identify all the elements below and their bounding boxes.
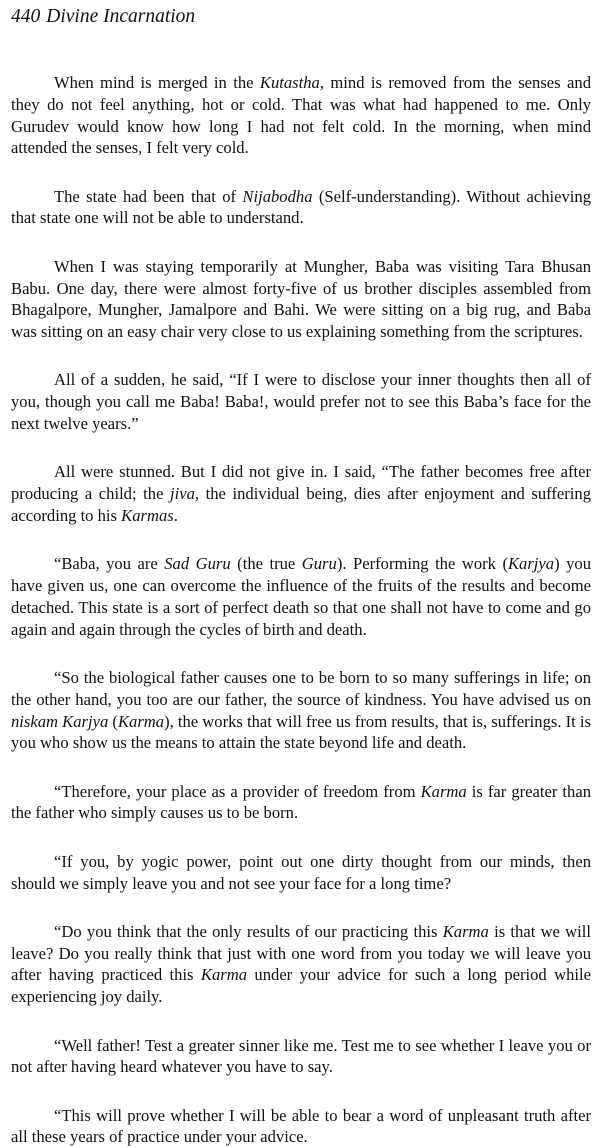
text-run: “If you, by yogic power, point out one dirty thought from our minds, then should we simply leave you and not see your face for a long time? <box>11 851 591 893</box>
text-run: . <box>173 505 178 525</box>
text-run: ) you have given us, one can overcome the influence of the fruits of the results and become detached. This state is a sort of perfect death so that one shall not have to come and go again and again through the cycles of birth and death. <box>11 554 592 639</box>
italic-term: Karma <box>420 781 467 801</box>
body-text <box>11 72 591 1148</box>
text-run: , mind is removed from the senses and they do not feel anything, hot or cold. That was what had happened to me. Only Gurudev would know how long I had not felt cold. In the morning, when mind attended the senses, I felt very cold. <box>11 73 591 158</box>
italic-term: Karma <box>200 965 248 985</box>
italic-term: niskam Karjya <box>11 711 109 731</box>
text-run: (the true <box>230 554 302 574</box>
italic-term: Karjya <box>507 554 555 574</box>
paragraph <box>11 186 591 230</box>
text-run: “So the biological father causes one to be born to so many sufferings in life; on the other hand, you too are our father, the source of kindness. You have advised us on <box>11 667 591 709</box>
text-run: “Baba, you are <box>54 554 165 574</box>
text-run: “Well father! Test a greater sinner like me. Test me to see whether I leave you or not after having heard whatever you have to say. <box>11 1035 591 1077</box>
text-run: , the individual being, dies after enjoyment and suffering according to his <box>11 484 591 525</box>
text-run: All were stunned. But I did not give in. I said, “The father becomes free after producing a child; the <box>11 462 591 504</box>
paragraph <box>11 781 591 825</box>
paragraph <box>11 256 591 343</box>
paragraph <box>11 461 591 526</box>
paragraph <box>11 851 591 895</box>
paragraph <box>11 72 591 159</box>
text-run: is far greater than the father who simply causes us to be born. <box>11 781 592 823</box>
text-run: ). Performing the work ( <box>336 554 508 574</box>
italic-term: Guru <box>301 554 337 574</box>
text-run: “This will prove whether I will be able to bear a word of unpleasant truth after all these years of practice under your advice. <box>11 1105 591 1147</box>
text-run: ), the works that will free us from results, that is, sufferings. It is you who show us the means to attain the state beyond life and death. <box>11 711 591 753</box>
text-run: (Self-understanding). Without achieving that state one will not be able to understand. <box>11 186 591 228</box>
italic-term: Sad Guru <box>164 554 231 574</box>
italic-term: Karma <box>117 711 165 731</box>
text-run: When I was staying temporarily at Mungher, Baba was visiting Tara Bhusan Babu. One day, there were almost forty-five of us brother disciples assembled from Bhagalpore, Mungher, Jamalpore and Bahi. We were sitting on a big rug, and Baba was sitting on an easy chair very close to us explaining something from the scriptures. <box>11 256 591 342</box>
text-run: “Do you think that the only results of our practicing this <box>54 921 443 941</box>
page-number: 440 <box>11 6 41 27</box>
italic-term: Karma <box>442 921 489 941</box>
running-head <box>11 5 195 29</box>
text-run: is that we will leave? Do you really think that just with one word from you today we will leave you after having practiced this <box>11 921 591 985</box>
text-run: “Therefore, your place as a provider of freedom from <box>54 781 421 801</box>
paragraph <box>11 667 591 754</box>
italic-term: Karmas <box>121 505 174 525</box>
text-run: ( <box>108 711 118 731</box>
paragraph <box>11 921 591 1008</box>
paragraph <box>11 1035 591 1079</box>
text-run: The state had been that of <box>54 186 243 206</box>
book-title: Divine Incarnation <box>46 6 196 27</box>
text-run: under your advice for such a long period while experiencing joy daily. <box>11 965 591 1007</box>
paragraph <box>11 553 591 640</box>
text-run: All of a sudden, he said, “If I were to disclose your inner thoughts then all of you, though you call me Baba! Baba!, would prefer not to see this Baba’s face for the next twelve years.” <box>11 370 591 434</box>
paragraph <box>11 1105 591 1148</box>
italic-term: jiva <box>170 484 195 504</box>
italic-term: Nijabodha <box>242 186 313 206</box>
paragraph <box>11 369 591 434</box>
italic-term: Kutastha <box>259 73 320 92</box>
text-run: When mind is merged in the <box>54 73 260 92</box>
